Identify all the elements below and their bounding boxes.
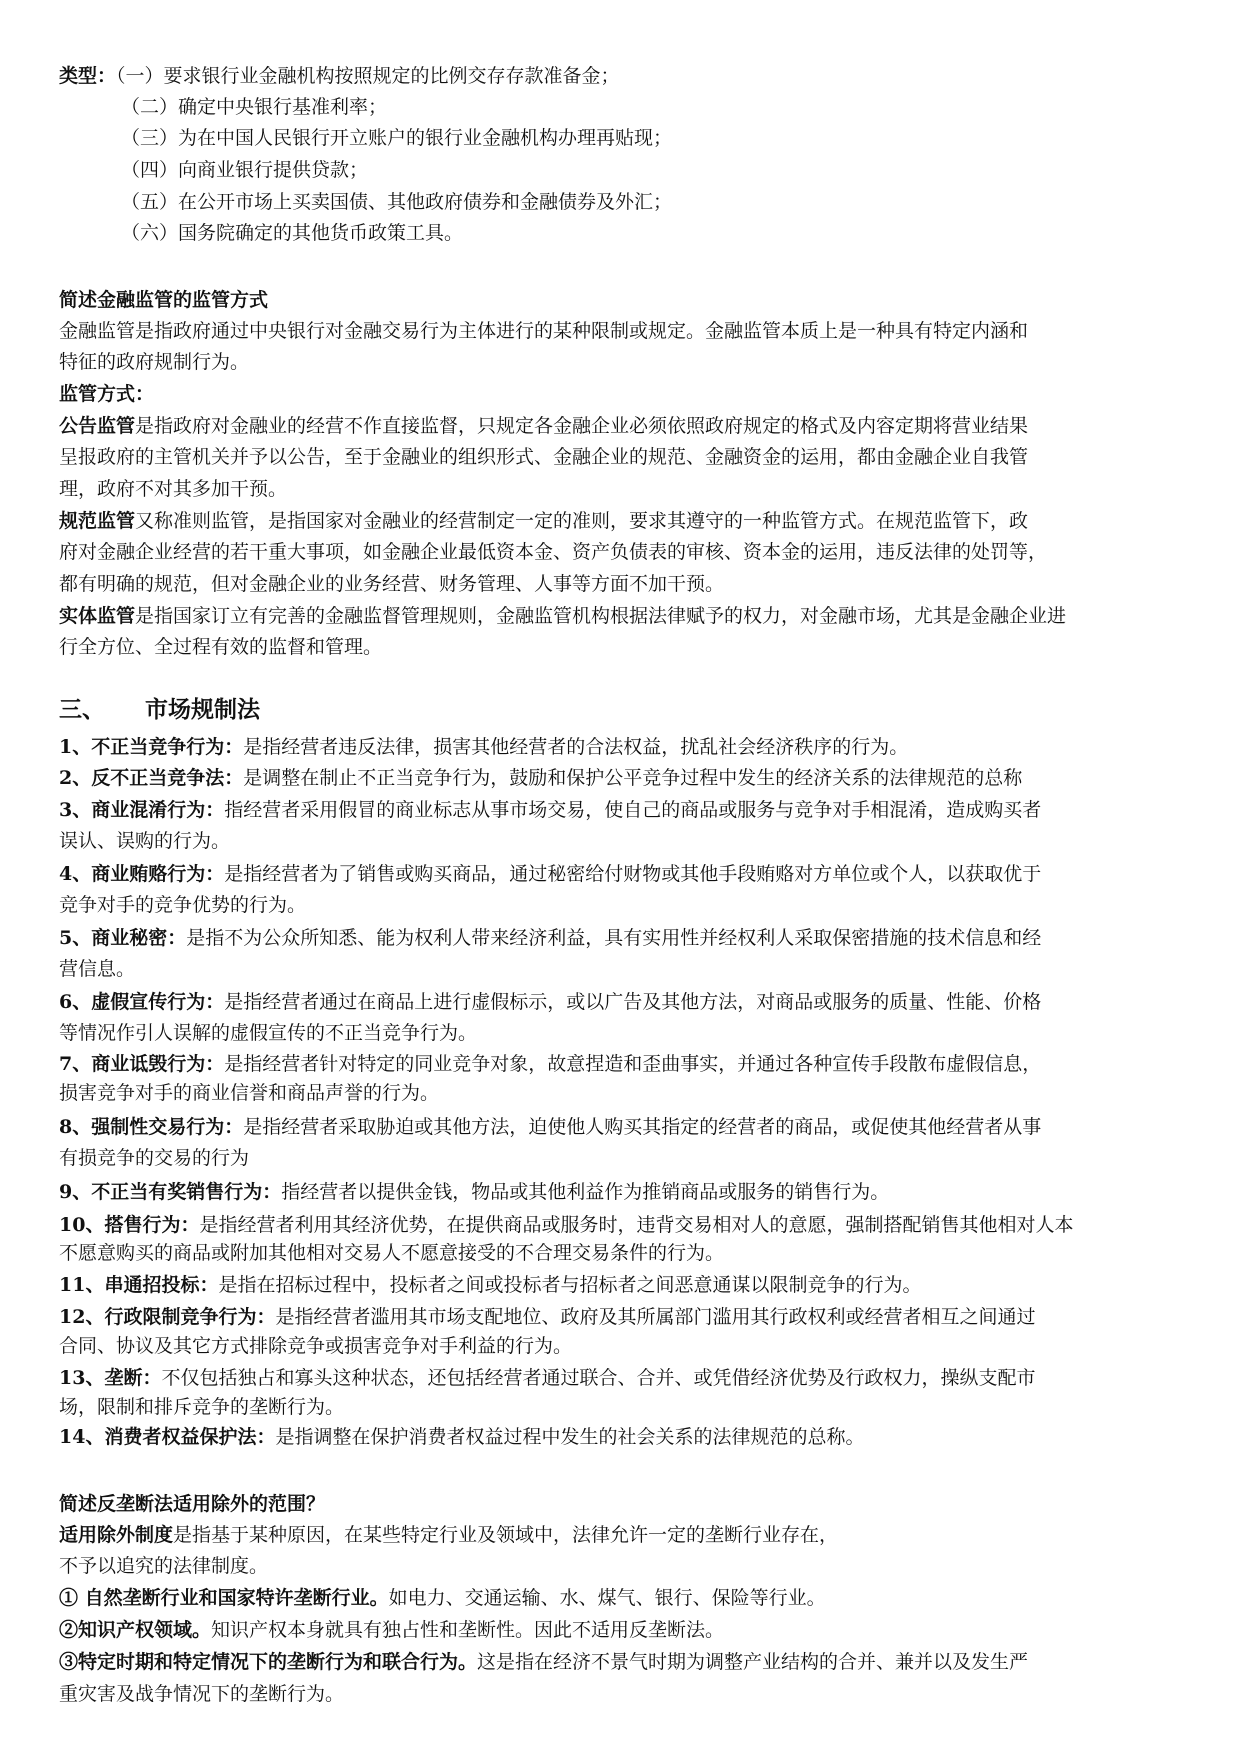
market-law-title: 市场规制法: [145, 696, 260, 723]
def-1-term: 1、不正当竞争行为：: [59, 736, 244, 758]
exemption-3: [59, 1650, 1028, 1674]
types-item-5: （五）在公开市场上买卖国债、其他政府债券和金融债券及外汇；: [121, 191, 673, 213]
def-9-text: 指经营者以提供金钱，物品或其他利益作为推销商品或服务的销售行为。: [281, 1181, 890, 1203]
antitrust-intro-line-2: 不予以追究的法律制度。: [59, 1555, 269, 1577]
exemption-3-heading: ③特定时期和特定情况下的垄断行为和联合行为。: [59, 1651, 478, 1673]
types-item-3: （三）为在中国人民银行开立账户的银行业金融机构办理再贴现；: [121, 127, 673, 149]
supervision-title: 简述金融监管的监管方式: [59, 289, 269, 311]
types-item-1: （一）要求银行业金融机构按照规定的比例交存存款准备金；: [116, 65, 620, 87]
def-2-term: 2、反不正当竞争法：: [59, 767, 244, 789]
def-12-cont: 合同、协议及其它方式排除竞争或损害竞争对手利益的行为。: [59, 1335, 573, 1357]
def-8-term: 8、强制性交易行为：: [59, 1116, 244, 1138]
def-7: [59, 1052, 1041, 1076]
def-6-term: 6、虚假宣传行为：: [59, 991, 225, 1013]
def-5-term: 5、商业秘密：: [59, 927, 187, 949]
exemption-2: [59, 1618, 724, 1642]
antitrust-title: 简述反垄断法适用除外的范围？: [59, 1493, 326, 1515]
def-7-cont: 损害竞争对手的商业信誉和商品声誉的行为。: [59, 1082, 440, 1104]
normative-line-3: 都有明确的规范，但对金融企业的业务经营、财务管理、人事等方面不加干预。: [59, 573, 725, 595]
exemption-3-cont: 重灾害及战争情况下的垄断行为。: [59, 1683, 345, 1705]
types-item-2: （二）确定中央银行基准利率；: [121, 96, 388, 118]
def-2-text: 是调整在制止不正当竞争行为，鼓励和保护公平竞争过程中发生的经济关系的法律规范的总称: [243, 767, 1023, 789]
def-3: [59, 798, 1041, 822]
exemption-2-heading: ②知识产权领域。: [59, 1619, 212, 1641]
def-4-cont: 竞争对手的竞争优势的行为。: [59, 894, 307, 916]
substantive-term: 实体监管: [59, 605, 136, 627]
market-law-heading: [59, 698, 260, 722]
def-3-text: 指经营者采用假冒的商业标志从事市场交易，使自己的商品或服务与竞争对手相混淆，造成购买者: [224, 799, 1042, 821]
types-item-6: （六）国务院确定的其他货币政策工具。: [121, 222, 464, 244]
def-3-term: 3、商业混淆行为：: [59, 799, 225, 821]
market-law-number: 三、: [59, 696, 105, 723]
def-3-cont: 误认、误购的行为。: [59, 830, 231, 852]
def-5: [59, 926, 1041, 950]
announcement-line-1: [59, 414, 1028, 438]
def-7-term: 7、商业诋毁行为：: [59, 1053, 225, 1075]
def-10-cont: 不愿意购买的商品或附加其他相对交易人不愿意接受的不合理交易条件的行为。: [59, 1242, 725, 1264]
announcement-text-1: 是指政府对金融业的经营不作直接监督，只规定各金融企业必须依照政府规定的格式及内容定期将营业结果: [135, 415, 1029, 437]
def-13-text: 不仅包括独占和寡头这种状态，还包括经营者通过联合、合并、或凭借经济优势及行政权力，操纵支配市: [161, 1367, 1036, 1389]
types-first-line: [59, 64, 620, 88]
supervision-methods-label: 监管方式：: [59, 383, 155, 405]
types-item-4: （四）向商业银行提供贷款；: [121, 159, 369, 181]
def-14-term: 14、消费者权益保护法：: [59, 1426, 276, 1448]
normative-line-1: [59, 509, 1028, 533]
def-9-term: 9、不正当有奖销售行为：: [59, 1181, 282, 1203]
supervision-intro-line-2: 特征的政府规制行为。: [59, 351, 250, 373]
def-10-term: 10、搭售行为：: [59, 1214, 200, 1236]
substantive-line-1: [59, 604, 1066, 628]
def-12: [59, 1305, 1035, 1329]
def-8: [59, 1115, 1041, 1139]
def-13: [59, 1366, 1035, 1390]
def-13-cont: 场，限制和排斥竞争的垄断行为。: [59, 1396, 345, 1418]
announcement-line-3: 理，政府不对其多加干预。: [59, 478, 288, 500]
def-10-text: 是指经营者利用其经济优势，在提供商品或服务时，违背交易相对人的意愿，强制搭配销售其他相对人本: [199, 1214, 1074, 1236]
def-12-term: 12、行政限制竞争行为：: [59, 1306, 276, 1328]
def-1-text: 是指经营者违反法律，损害其他经营者的合法权益，扰乱社会经济秩序的行为。: [243, 736, 909, 758]
def-8-text: 是指经营者采取胁迫或其他方法，迫使他人购买其指定的经营者的商品，或促使其他经营者从事: [243, 1116, 1042, 1138]
def-11: [59, 1273, 921, 1297]
def-11-term: 11、串通招投标：: [59, 1274, 219, 1296]
exemption-1-text: 如电力、交通运输、水、煤气、银行、保险等行业。: [388, 1587, 826, 1609]
substantive-text-1: 是指国家订立有完善的金融监督管理规则，金融监管机构根据法律赋予的权力，对金融市场，尤其是金融企业进: [135, 605, 1067, 627]
antitrust-term: 适用除外制度: [59, 1524, 174, 1546]
antitrust-intro-line-1: [59, 1523, 838, 1547]
def-9: [59, 1180, 889, 1204]
def-13-term: 13、垄断：: [59, 1367, 162, 1389]
exemption-3-text: 这是指在经济不景气时期为调整产业结构的合并、兼并以及发生严: [477, 1651, 1029, 1673]
def-8-cont: 有损竞争的交易的行为: [59, 1147, 250, 1169]
substantive-line-2: 行全方位、全过程有效的监督和管理。: [59, 636, 383, 658]
def-5-text: 是指不为公众所知悉、能为权利人带来经济利益，具有实用性并经权利人采取保密措施的技术信息和经: [186, 927, 1042, 949]
def-10: [59, 1213, 1073, 1237]
normative-line-2: 府对金融企业经营的若干重大事项，如金融企业最低资本金、资产负债表的审核、资本金的运用，违反法律的处罚等，: [59, 541, 1048, 563]
def-1: [59, 735, 908, 759]
def-11-text: 是指在招标过程中，投标者之间或投标者与招标者之间恶意通谋以限制竞争的行为。: [218, 1274, 922, 1296]
antitrust-intro-text: 是指基于某种原因，在某些特定行业及领域中，法律允许一定的垄断行业存在，: [173, 1524, 839, 1546]
def-5-cont: 营信息。: [59, 958, 136, 980]
normative-term: 规范监管: [59, 510, 136, 532]
def-6-text: 是指经营者通过在商品上进行虚假标示，或以广告及其他方法，对商品或服务的质量、性能、价格: [224, 991, 1042, 1013]
def-4-text: 是指经营者为了销售或购买商品，通过秘密给付财物或其他手段贿赂对方单位或个人，以获取优于: [224, 863, 1042, 885]
def-12-text: 是指经营者滥用其市场支配地位、政府及其所属部门滥用其行政权利或经营者相互之间通过: [275, 1306, 1036, 1328]
def-14: [59, 1425, 864, 1449]
types-label: 类型：: [59, 65, 117, 87]
exemption-2-text: 知识产权本身就具有独占性和垄断性。因此不适用反垄断法。: [211, 1619, 725, 1641]
def-7-text: 是指经营者针对特定的同业竞争对象，故意捏造和歪曲事实，并通过各种宣传手段散布虚假信息，: [224, 1053, 1042, 1075]
def-14-text: 是指调整在保护消费者权益过程中发生的社会关系的法律规范的总称。: [275, 1426, 865, 1448]
def-6-cont: 等情况作引人误解的虚假宣传的不正当竞争行为。: [59, 1022, 478, 1044]
announcement-term: 公告监管: [59, 415, 136, 437]
exemption-1: [59, 1586, 826, 1610]
normative-text-1: 又称准则监管，是指国家对金融业的经营制定一定的准则，要求其遵守的一种监管方式。在规范监管下，政: [135, 510, 1029, 532]
exemption-1-heading: ① 自然垄断行业和国家特许垄断行业。: [59, 1587, 389, 1609]
supervision-intro-line-1: 金融监管是指政府通过中央银行对金融交易行为主体进行的某种限制或规定。金融监管本质上是一种具有特定内涵和: [59, 320, 1029, 342]
def-6: [59, 990, 1041, 1014]
def-4-term: 4、商业贿赂行为：: [59, 863, 225, 885]
def-2: [59, 766, 1022, 790]
announcement-line-2: 呈报政府的主管机关并予以公告，至于金融业的组织形式、金融企业的规范、金融资金的运用，都由金融企业自我管: [59, 446, 1029, 468]
def-4: [59, 862, 1041, 886]
